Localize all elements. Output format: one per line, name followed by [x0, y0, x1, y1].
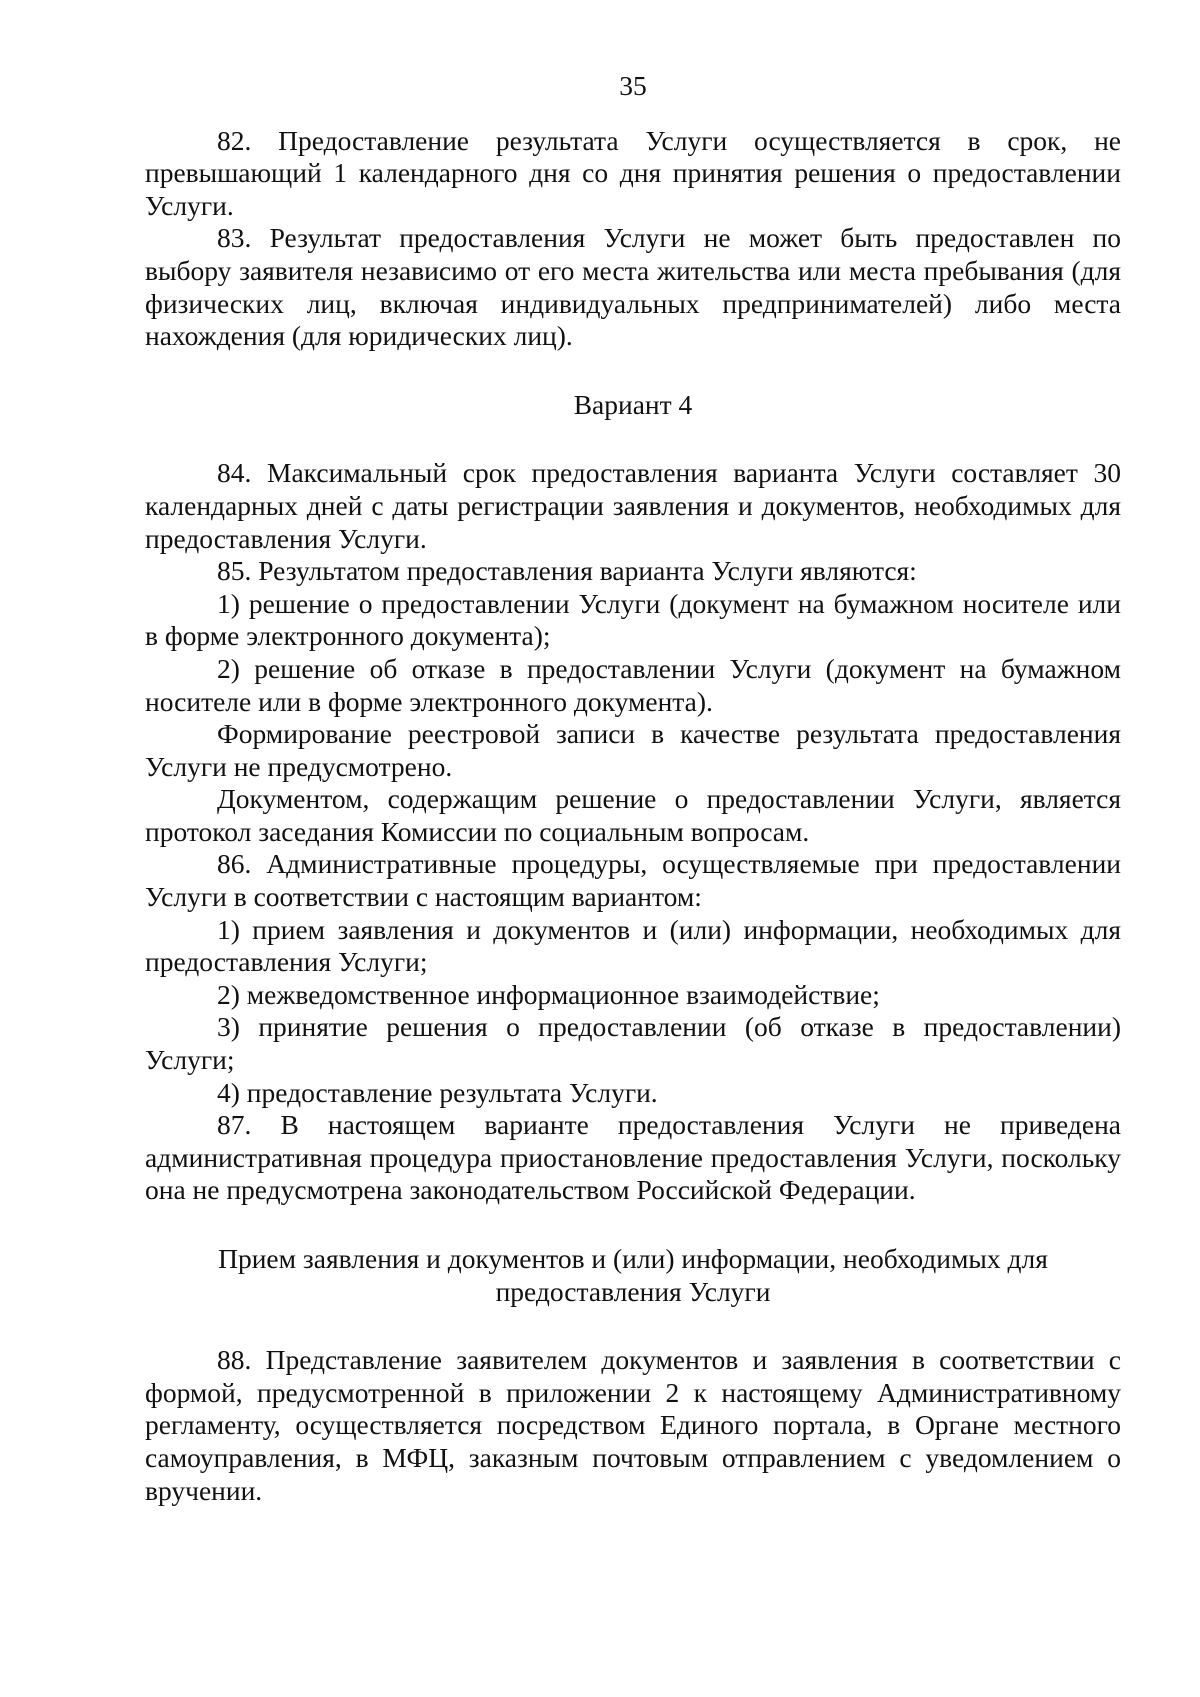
list-item-procedure-2: 2) межведомственное информационное взаимодействие; [217, 978, 880, 1010]
paragraph-83: 83. Результат предоставления Услуги не может быть предоставлен по выбору заявителя независимо от его места жительства или места пребывания (для физических лиц, включая индивидуальных предпринимателей) либо места нахождения (для юридических лиц). [145, 222, 1121, 352]
list-item-procedure-3: 3) принятие решения о предоставлении (об отказе в предоставлении) Услуги; [145, 1011, 1121, 1076]
list-item-result-1: 1) решение о предоставлении Услуги (документ на бумажном носителе или в форме электронного документа); [145, 587, 1121, 652]
list-item-result-2: 2) решение об отказе в предоставлении Услуги (документ на бумажном носителе или в форме электронного документа). [145, 652, 1121, 717]
section-variant-4 [145, 457, 1121, 1207]
paragraph-84: 84. Максимальный срок предоставления варианта Услуги составляет 30 календарных дней с даты регистрации заявления и документов, необходимых для предоставления Услуги. [145, 457, 1121, 554]
paragraph-88: 88. Представление заявителем документов и заявления в соответствии с формой, предусмотренной в приложении 2 к настоящему Административному регламенту, осуществляется посредством Единого портала, в Органе местного самоуправления, в МФЦ, заказным почтовым отправлением с уведомлением о вручении. [145, 1344, 1121, 1506]
heading-variant-4: Вариант 4 [573, 388, 693, 420]
document-page [145, 70, 1121, 1507]
paragraph-85: 85. Результатом предоставления варианта Услуги являются: [217, 555, 917, 587]
heading-application-reception: Прием заявления и документов и (или) информации, необходимых для предоставления Услуги [218, 1243, 1048, 1307]
paragraph-87: 87. В настоящем варианте предоставления Услуги не приведена административная процедура приостановление предоставления Услуги, поскольку она не предусмотрена законодательством Российской Федерации. [145, 1109, 1121, 1206]
paragraph-86: 86. Административные процедуры, осуществляемые при предоставлении Услуги в соответствии с настоящим вариантом: [145, 848, 1121, 913]
paragraph-82: 82. Предоставление результата Услуги осуществляется в срок, не превышающий 1 календарного дня со дня принятия решения о предоставлении Услуги. [145, 124, 1121, 221]
page-number: 35 [619, 70, 647, 101]
section-application-reception [145, 1344, 1121, 1507]
section-results-delivery [145, 125, 1121, 353]
list-item-procedure-4: 4) предоставление результата Услуги. [217, 1076, 658, 1108]
paragraph-registry-record: Формирование реестровой записи в качестве результата предоставления Услуги не предусмотрено. [145, 718, 1121, 782]
paragraph-decision-document: Документом, содержащим решение о предоставлении Услуги, является протокол заседания Комиссии по социальным вопросам. [145, 783, 1121, 847]
list-item-procedure-1: 1) прием заявления и документов и (или) информации, необходимых для предоставления Услуги; [145, 913, 1121, 978]
